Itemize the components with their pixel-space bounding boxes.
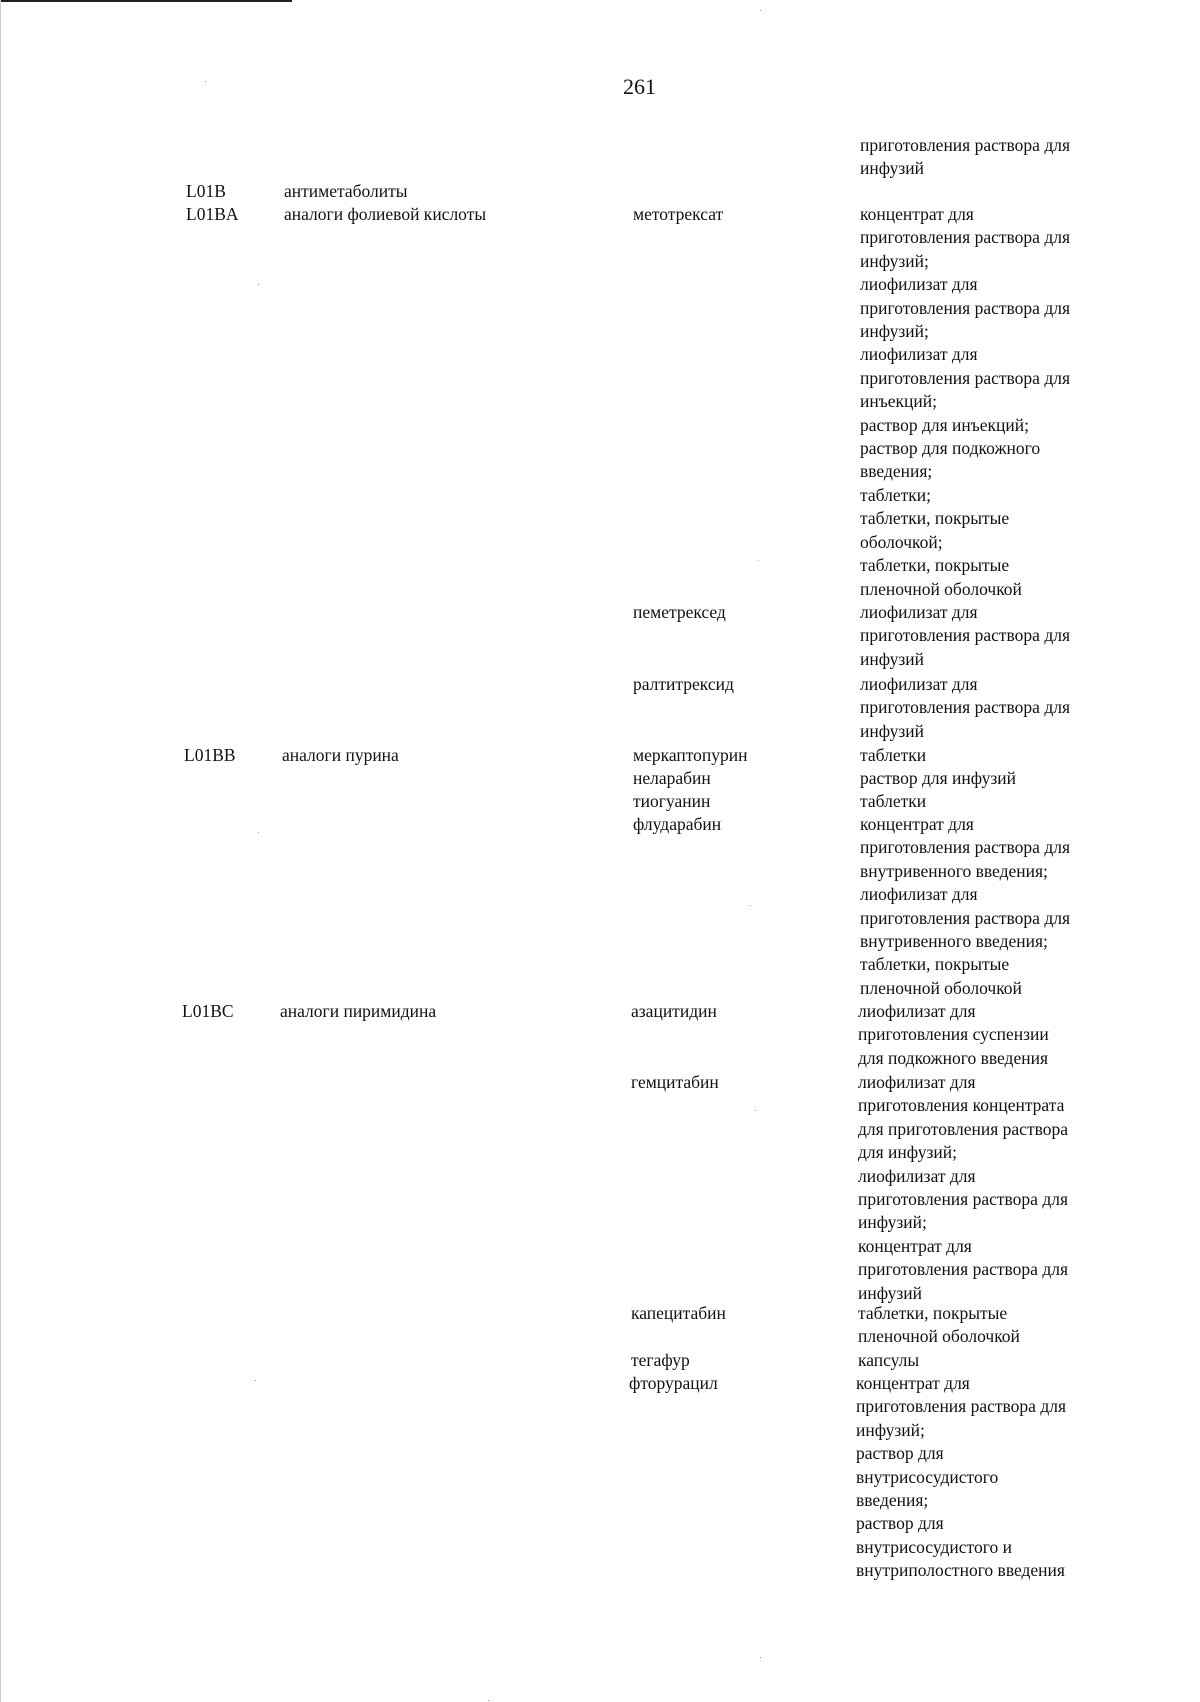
drug-name: гемцитабин <box>631 1072 719 1092</box>
left-edge-line <box>0 0 1 1702</box>
drug-name: тегафур <box>631 1350 690 1370</box>
drug-name: ралтитрексид <box>633 674 734 694</box>
atc-group-name: аналоги пиримидина <box>280 1001 437 1021</box>
scan-speck <box>755 1110 756 1111</box>
atc-group-name: аналоги пурина <box>282 745 399 765</box>
drug-name: капецитабин <box>631 1303 726 1323</box>
dosage-forms: лиофилизат для приготовления раствора для инфузий <box>860 674 1070 741</box>
drug-name: азацитидин <box>631 1001 717 1021</box>
scan-speck <box>760 1657 761 1658</box>
dosage-forms: лиофилизат для приготовления раствора для инфузий <box>860 602 1070 669</box>
dosage-forms: концентрат для приготовления раствора для инфузий; лиофилизат для приготовления раствора для инфузий; лиофилизат для приготовления раствора для инъекций; раствор для инъекций; раствор для подкожного введения; таблетки; таблетки, покрытые оболочкой; таблетки, покрытые пленочной оболочкой <box>860 204 1070 599</box>
dosage-forms: капсулы <box>858 1350 920 1370</box>
drug-name: меркаптопурин <box>633 745 748 765</box>
atc-group-name: аналоги фолиевой кислоты <box>284 204 487 224</box>
scan-speck <box>758 560 759 561</box>
continuation-forms: приготовления раствора для инфузий <box>860 135 1070 179</box>
dosage-forms: таблетки <box>860 745 927 765</box>
scan-speck <box>750 905 751 906</box>
top-edge-line <box>0 0 292 2</box>
dosage-forms: концентрат для приготовления раствора для инфузий; раствор для внутрисосудистого введения; раствор для внутрисосудистого и внутриполостного введения <box>856 1373 1066 1581</box>
drug-name: флударабин <box>633 814 722 834</box>
atc-code: L01BC <box>182 1001 234 1021</box>
dosage-forms: раствор для инфузий <box>860 768 1017 788</box>
scan-speck <box>258 284 259 285</box>
scan-speck <box>488 1700 489 1701</box>
scan-speck <box>258 832 259 833</box>
scan-speck <box>255 1380 256 1381</box>
drug-name: фторурацил <box>629 1373 718 1393</box>
dosage-forms: таблетки <box>860 791 927 811</box>
atc-group-name: антиметаболиты <box>284 181 408 201</box>
scan-speck <box>760 10 761 11</box>
drug-name: метотрексат <box>633 204 724 224</box>
drug-name: тиогуанин <box>633 791 711 811</box>
dosage-forms: лиофилизат для приготовления суспензии для подкожного введения <box>858 1001 1049 1068</box>
atc-code: L01B <box>186 181 226 201</box>
scan-speck <box>205 81 206 82</box>
page-number: 261 <box>623 74 656 99</box>
atc-code: L01BA <box>186 204 239 224</box>
dosage-forms: таблетки, покрытые пленочной оболочкой <box>858 1303 1020 1347</box>
dosage-forms: лиофилизат для приготовления концентрата для приготовления раствора для инфузий; лиофилизат для приготовления раствора для инфузий; концентрат для приготовления раствора для инфузий <box>858 1072 1068 1303</box>
drug-name: пеметрексед <box>633 602 726 622</box>
dosage-forms: концентрат для приготовления раствора для внутривенного введения; лиофилизат для приготовления раствора для внутривенного введения; таблетки, покрытые пленочной оболочкой <box>860 814 1070 998</box>
atc-code: L01BB <box>184 745 236 765</box>
drug-name: неларабин <box>633 768 711 788</box>
